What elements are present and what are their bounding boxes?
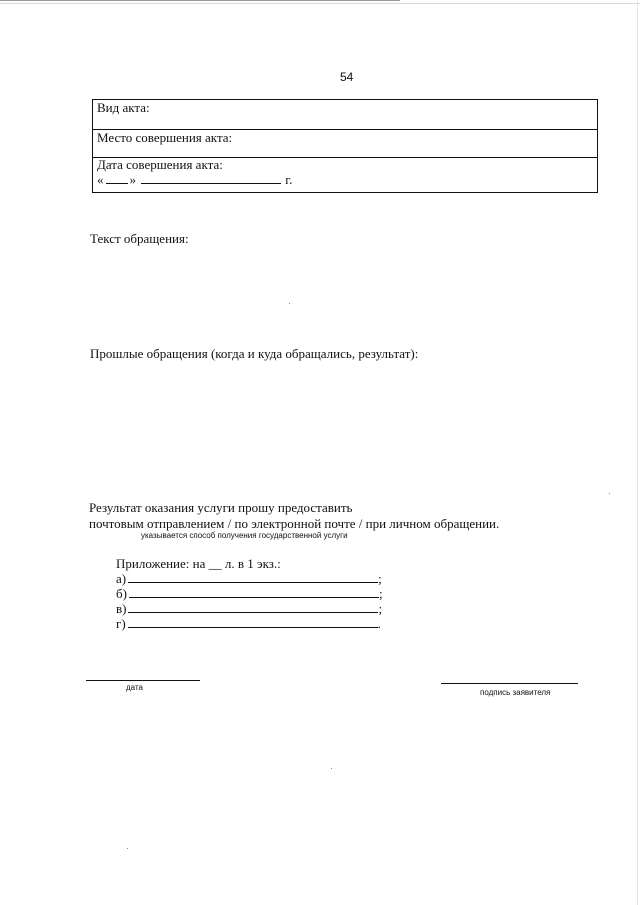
- appeal-text-label: Текст обращения:: [90, 231, 189, 246]
- result-request-line: Результат оказания услуги прошу предоставить: [89, 500, 353, 515]
- attachment-item-label: в): [116, 601, 127, 616]
- act-type-label: Вид акта:: [97, 100, 150, 115]
- date-close-quote: »: [129, 172, 136, 187]
- attachment-item: [116, 601, 382, 617]
- attachment-item-end: ;: [378, 571, 382, 586]
- attachment-item-blank: [129, 586, 379, 598]
- act-date-row: [93, 158, 597, 192]
- scan-speck: [289, 303, 290, 304]
- attachment-item: [116, 571, 382, 587]
- page-number: 54: [340, 70, 354, 84]
- result-delivery-hint: указывается способ получения государственной услуги: [141, 531, 348, 540]
- scan-artifact-top: [0, 0, 400, 1]
- act-place-row: [93, 130, 597, 158]
- scan-artifact-top-faint: [0, 3, 640, 4]
- date-open-quote: «: [97, 172, 104, 187]
- day-blank: [106, 172, 128, 184]
- attachment-item-end: .: [377, 616, 381, 631]
- attachment-title: Приложение: на __ л. в 1 экз.:: [116, 556, 281, 571]
- attachment-item-blank: [128, 616, 378, 628]
- attachment-item-end: ;: [378, 586, 383, 601]
- attachment-item: [116, 616, 381, 632]
- attachment-item-end: ;: [378, 601, 383, 616]
- applicant-signature-caption: подпись заявителя: [480, 688, 551, 697]
- month-year-blank: [141, 172, 281, 184]
- result-delivery-options: почтовым отправлением / по электронной почте / при личном обращении.: [89, 516, 500, 531]
- attachment-item-label: а): [116, 571, 127, 586]
- date-signature-line: [86, 680, 200, 681]
- attachment-item-label: г): [116, 616, 126, 631]
- scan-artifact-edge: [637, 0, 638, 905]
- attachment-item-blank: [128, 601, 378, 613]
- act-info-table: [92, 99, 598, 193]
- scan-speck: [609, 493, 610, 494]
- attachment-item-label: б): [116, 586, 127, 601]
- date-caption: дата: [126, 683, 143, 692]
- act-type-row: [93, 100, 597, 130]
- act-place-label: Место совершения акта:: [97, 130, 233, 145]
- scan-speck: [127, 848, 128, 849]
- scan-speck: [331, 768, 332, 769]
- act-date-fill-line: [97, 172, 597, 187]
- date-year-suffix: г.: [285, 172, 293, 187]
- attachment-item-blank: [128, 571, 378, 583]
- act-date-label: Дата совершения акта:: [97, 157, 223, 172]
- past-appeals-label: Прошлые обращения (когда и куда обращались, результат):: [90, 346, 419, 361]
- attachment-item: [116, 586, 383, 602]
- applicant-signature-line: [441, 683, 578, 684]
